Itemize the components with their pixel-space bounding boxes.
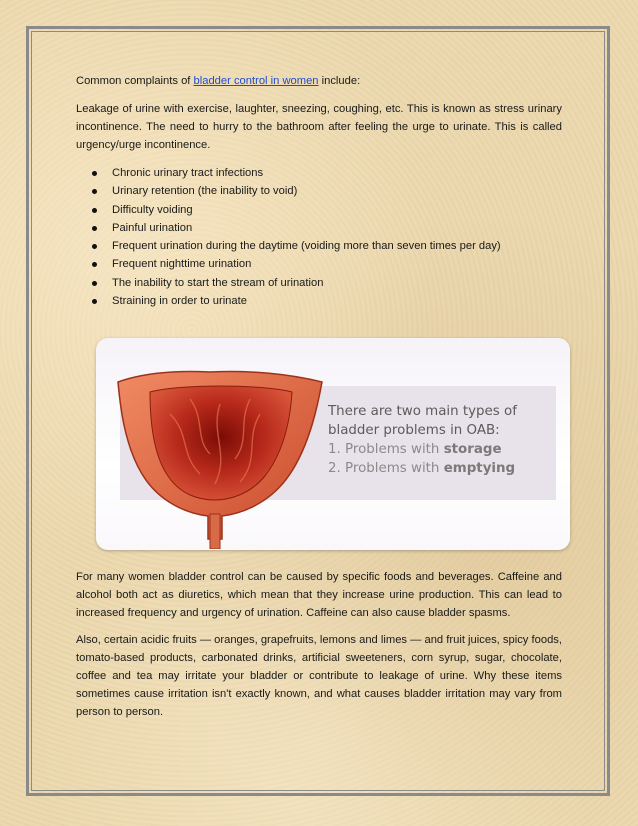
caption-item-prefix: 1. Problems with: [328, 442, 444, 457]
document-body-bottom: [76, 568, 562, 721]
caption-line-2: bladder problems in OAB:: [328, 423, 500, 438]
bullet-icon: [92, 281, 97, 286]
list-item-text: Difficulty voiding: [112, 203, 193, 216]
bladder-control-link[interactable]: bladder control in women: [193, 75, 319, 87]
document-body-top: [76, 72, 562, 310]
list-item-text: Frequent urination during the daytime (voiding more than seven times per day): [112, 240, 501, 253]
bullet-icon: [92, 189, 97, 194]
list-item-text: The inability to start the stream of urination: [112, 276, 324, 289]
caption-item-storage: [328, 440, 517, 459]
bullet-icon: [92, 262, 97, 267]
acidic-foods-paragraph: Also, certain acidic fruits — oranges, grapefruits, lemons and limes — and fruit juices, spicy foods, tomato-based products, carbonated drinks, artificial sweeteners, corn syrup, sugar, chocolate, coffee and tea may irritate your bladder or contribute to leakage of urine. Why these items sometimes cause irritation isn't exactly known, and what causes bladder irritation may vary from person to person.: [76, 634, 562, 718]
bullet-icon: [92, 299, 97, 304]
bladder-anatomy-icon: [110, 344, 330, 549]
list-item-text: Frequent nighttime urination: [112, 258, 252, 271]
caption-item-prefix: 2. Problems with: [328, 461, 444, 476]
complaints-list: [92, 164, 562, 310]
list-item: [92, 201, 562, 219]
list-item: [92, 219, 562, 237]
diuretics-paragraph: For many women bladder control can be caused by specific foods and beverages. Caffeine and alcohol both act as diuretics, which mean that they increase urine production. This can lead to increased frequency and urgency of urination. Caffeine can also cause bladder spasms.: [76, 571, 562, 619]
bullet-icon: [92, 244, 97, 249]
bullet-icon: [92, 208, 97, 213]
incontinence-paragraph: Leakage of urine with exercise, laughter, sneezing, coughing, etc. This is known as stress urinary incontinence. The need to hurry to the bathroom after feeling the urge to urinate. This is called urgency/urge incontinence.: [76, 103, 562, 151]
intro-text-after: include:: [318, 75, 361, 87]
list-item: [92, 164, 562, 182]
list-item: [92, 182, 562, 200]
list-item: [92, 292, 562, 310]
intro-text-before: Common complaints of: [76, 75, 194, 87]
list-item-text: Straining in order to urinate: [112, 295, 247, 308]
intro-paragraph: [76, 72, 562, 90]
list-item-text: Painful urination: [112, 221, 193, 234]
list-item-text: Chronic urinary tract infections: [112, 167, 264, 179]
caption-item-emptying: [328, 459, 517, 478]
list-item: [92, 255, 562, 273]
list-item: [92, 274, 562, 292]
list-item-text: Urinary retention (the inability to void): [112, 185, 298, 198]
oab-caption: [328, 402, 517, 478]
caption-line-1: There are two main types of: [328, 404, 517, 419]
oab-illustration: [96, 338, 570, 550]
caption-item-bold: storage: [443, 442, 502, 457]
caption-item-bold: emptying: [443, 461, 516, 476]
bullet-icon: [92, 226, 97, 231]
bullet-icon: [92, 171, 97, 176]
list-item: [92, 237, 562, 255]
